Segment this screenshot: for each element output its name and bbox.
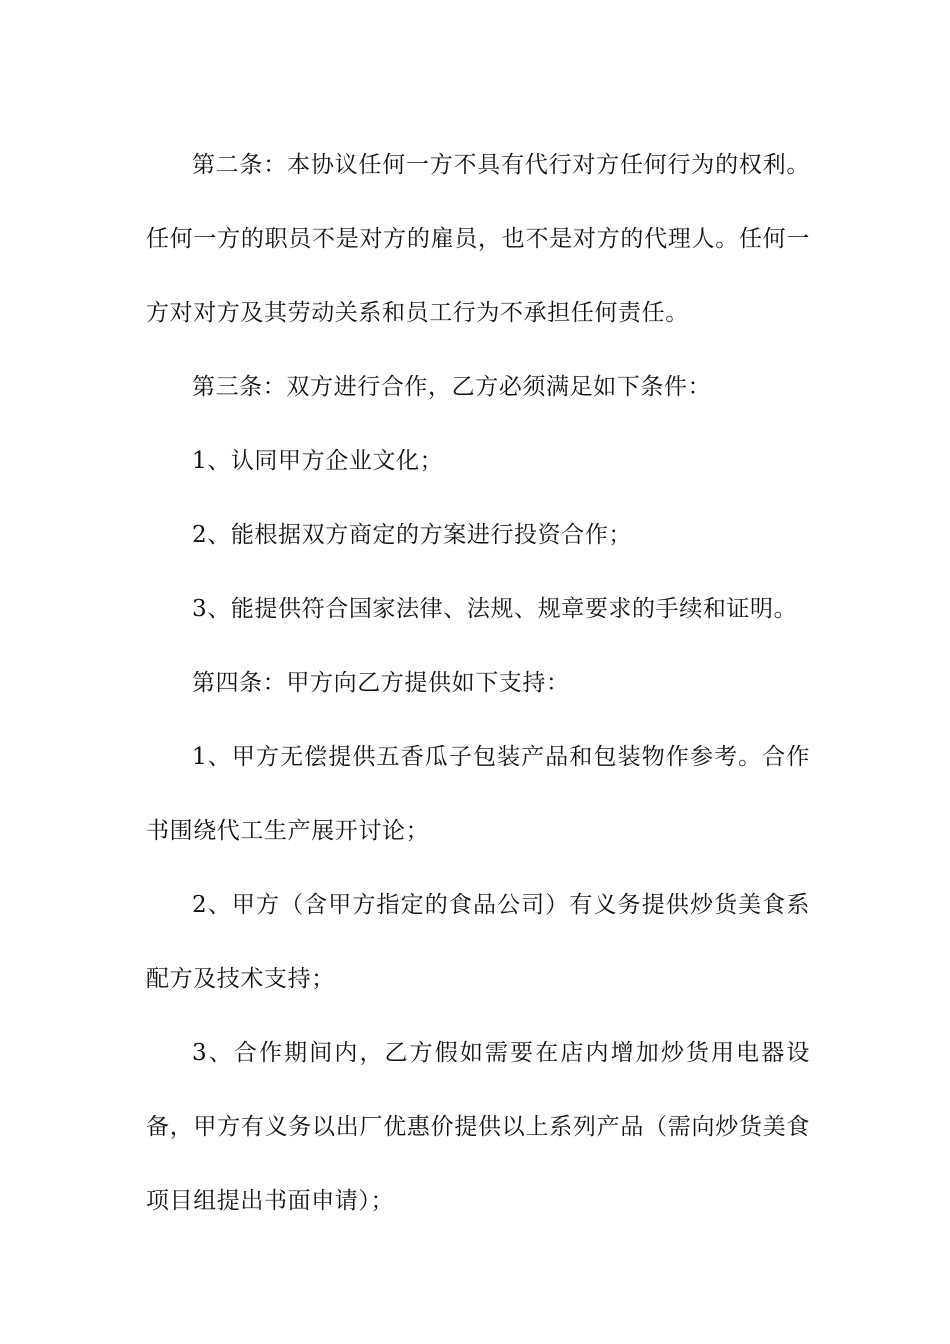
- paragraph-article-4-item-1: 1、甲方无偿提供五香瓜子包装产品和包装物作参考。合作书围绕代工生产展开讨论；: [146, 744, 810, 844]
- paragraph-article-3-item-2: 2、能根据双方商定的方案进行投资合作；: [192, 522, 633, 548]
- paragraph-article-4-item-3: 3、合作期间内，乙方假如需要在店内增加炒货用电器设备，甲方有义务以出厂优惠价提供以上系列产品（需向炒货美食项目组提出书面申请）；: [146, 1040, 810, 1214]
- paragraph-article-3: 第三条：双方进行合作，乙方必须满足如下条件：: [192, 374, 712, 400]
- document-body: [146, 128, 810, 1238]
- paragraph-article-3-item-1: 1、认同甲方企业文化；: [192, 448, 444, 474]
- paragraph-article-3-item-3: 3、能提供符合国家法律、法规、规章要求的手续和证明。: [192, 596, 798, 622]
- paragraph-article-2: 第二条：本协议任何一方不具有代行对方任何行为的权利。任何一方的职员不是对方的雇员，也不是对方的代理人。任何一方对对方及其劳动关系和员工行为不承担任何责任。: [146, 152, 810, 326]
- paragraph-article-4: 第四条：甲方向乙方提供如下支持：: [192, 670, 570, 696]
- paragraph-article-4-item-2: 2、甲方（含甲方指定的食品公司）有义务提供炒货美食系配方及技术支持；: [146, 892, 810, 992]
